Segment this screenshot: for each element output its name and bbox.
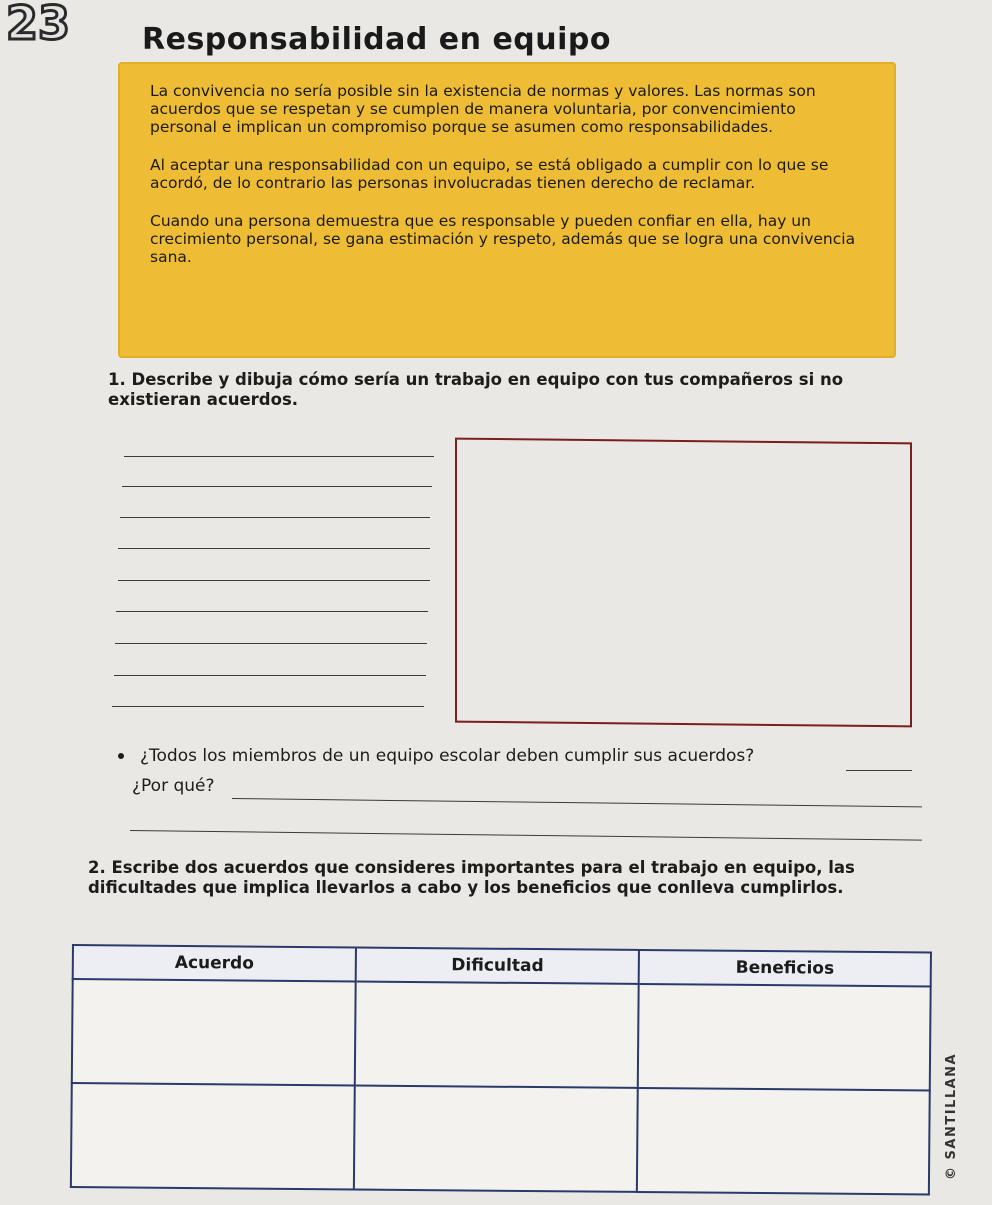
table-header-dificultad: Dificultad bbox=[356, 947, 639, 983]
answer-line[interactable] bbox=[112, 706, 424, 707]
table-row bbox=[72, 979, 931, 1090]
table-header-beneficios: Beneficios bbox=[639, 950, 931, 987]
why-label: ¿Por qué? bbox=[132, 776, 215, 796]
table-cell[interactable] bbox=[637, 1088, 930, 1195]
question-2: 2. Escribe dos acuerdos que consideres importantes para el trabajo en equipo, las dificultades que implica llevarlos a cabo y los beneficios que conlleva cumplirlos. bbox=[88, 858, 855, 897]
bullet-question bbox=[118, 746, 754, 766]
answer-line[interactable] bbox=[124, 456, 434, 457]
answer-line[interactable] bbox=[118, 548, 430, 549]
table-row bbox=[71, 1083, 930, 1194]
question-1: 1. Describe y dibuja cómo sería un trabajo en equipo con tus compañeros si no existieran acuerdos. bbox=[108, 370, 844, 409]
answer-line[interactable] bbox=[114, 675, 426, 676]
answer-line[interactable] bbox=[116, 611, 428, 612]
info-paragraph: La convivencia no sería posible sin la existencia de normas y valores. Las normas son acuerdos que se respetan y se cumplen de manera voluntaria, por convencimiento personal e implican un compromiso porque se asumen como responsabilidades. bbox=[150, 82, 816, 136]
info-paragraph: Cuando una persona demuestra que es responsable y pueden confiar en ella, hay un crecimiento personal, se gana estimación y respeto, además que se logra una convivencia sana. bbox=[150, 212, 856, 266]
answer-line[interactable] bbox=[130, 830, 922, 841]
table-cell[interactable] bbox=[71, 1083, 355, 1189]
table-cell[interactable] bbox=[638, 984, 931, 1091]
info-paragraph: Al aceptar una responsabilidad con un equipo, se está obligado a cumplir con lo que se acordó, de lo contrario las personas involucradas tienen derecho de reclamar. bbox=[150, 156, 829, 192]
answer-line[interactable] bbox=[115, 643, 427, 644]
agreements-table bbox=[70, 944, 932, 1195]
bullet-question-text: ¿Todos los miembros de un equipo escolar deben cumplir sus acuerdos? bbox=[140, 746, 755, 766]
answer-line[interactable] bbox=[118, 580, 430, 581]
bullet-icon bbox=[118, 753, 124, 759]
answer-line[interactable] bbox=[232, 798, 922, 807]
answer-line[interactable] bbox=[846, 770, 912, 771]
table-cell[interactable] bbox=[72, 979, 356, 1085]
table-cell[interactable] bbox=[354, 1085, 638, 1191]
answer-line[interactable] bbox=[122, 486, 432, 487]
table-cell[interactable] bbox=[355, 981, 639, 1087]
page-number: 23 bbox=[6, 0, 71, 50]
page-title: Responsabilidad en equipo bbox=[142, 22, 612, 57]
drawing-box[interactable] bbox=[455, 438, 912, 728]
copyright: © SANTILLANA bbox=[944, 1052, 959, 1180]
table-header-acuerdo: Acuerdo bbox=[73, 945, 356, 981]
info-box bbox=[118, 62, 896, 358]
answer-line[interactable] bbox=[120, 517, 430, 518]
